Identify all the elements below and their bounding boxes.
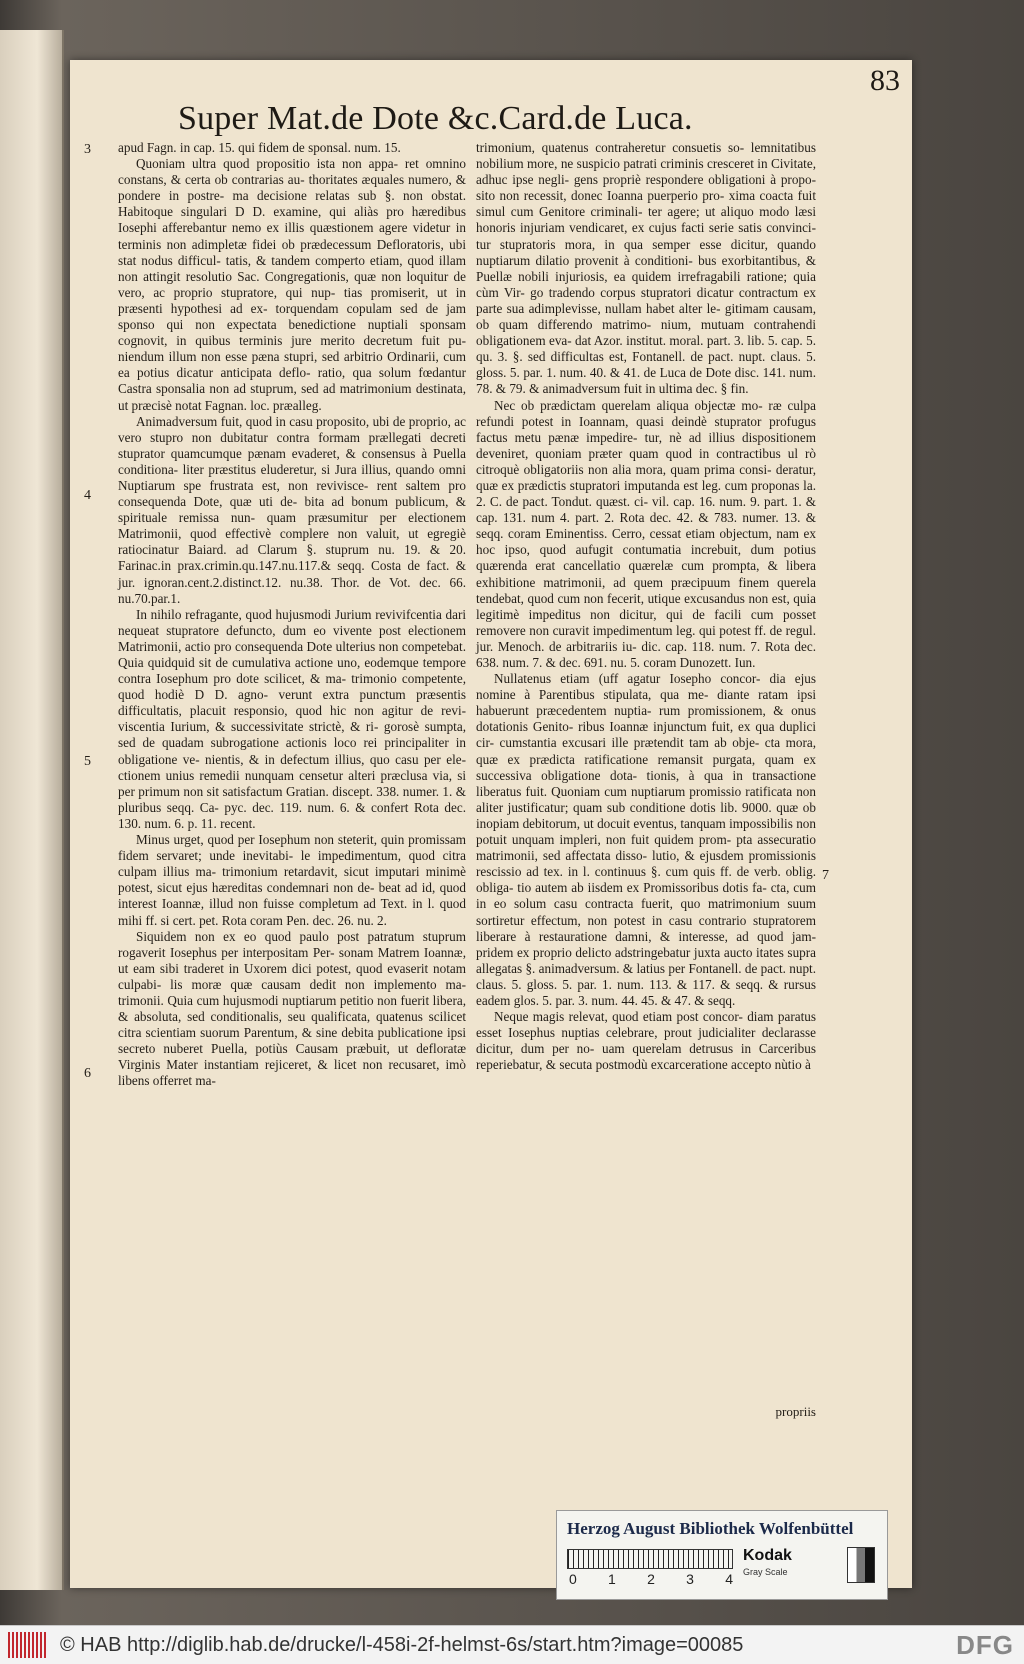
scale-number: 4 (725, 1571, 733, 1587)
left-column (118, 140, 466, 1090)
page-header (178, 92, 878, 136)
paragraph: Nullatenus etiam (uff agatur Iosepho concor- dia ejus nomine à Parentibus stipulata, qua me- diante ratam ipsi habuerunt præcedentem nuptia- rum promissionem, & onus dotationis Genito- ribus Ioannæ injunctum fuit, ex qua duplici cir- cumstantia excusari ille prætendit tam ab obje- cta mora, quæ ex prædicta ratificatione remansit purgata, quam ex successiva obligatione dota- tionis, à qua in transactione liberatus fuit. Quoniam cum nuptiarum promissio ratificata non aliter justificatur; quam sub conditione dotis lib. 9000. quæ ob inopiam debitorum, ut docuit eventus, tanquam impossibilis non potuit unquam impleri, non fuit quidem prom- pta assecuratio matrimonii, sed affectata disso- lutio, & ejusdem promissionis rescissio ad tex. in l. continuus §. cum quis ff. de verb. oblig. obliga- tio autem ab iisdem ex Promissoribus dotis fa- cta, cum in eo solum casu contracta fuerit, quo matrimonium suum sortiretur effectum, non potest in casu contrario stupratorem liberare à restauratione damni, & interesse, ad quod jam- pridem ex proprio delicto adstringebatur juxta aucto itates supra allegatas §. animadversum. & latius per Fontanell. de pact. nupt. claus. 5. gloss. 5. par. 1. num. 113. & 117. & seqq. & rursus eadem glos. 5. par. 3. num. 44. 45. & 47. & seqq. (476, 671, 816, 1008)
right-column (476, 140, 816, 1073)
catchword: propriis (775, 1404, 816, 1419)
running-title: Super Mat.de Dote &c.Card.de Luca. (178, 100, 693, 137)
margin-number: 4 (84, 488, 91, 503)
gray-scale-patch (847, 1547, 875, 1583)
book-page (70, 60, 912, 1588)
scale-number: 0 (569, 1571, 577, 1587)
viewer-footer (0, 1625, 1024, 1664)
dfg-logo: DFG (956, 1630, 1014, 1660)
previous-page-edge (0, 30, 64, 1590)
hab-logo-icon (8, 1632, 48, 1658)
paragraph: Quoniam ultra quod propositio ista non appa- ret omnino constans, & certa ob contrarias au- thoritates æquales numero, & pondere in postre- ma decisione relatas sub §. non obstat. Habitoque singulari D D. examine, qui aliàs pro hæredibus Iosephi afferebantur nemo ex illis quæstionem agere videtur in terminis non adimpletæ fidei ob prædecessum Defloratoris, ubi stat nodus difficul- tatis, & tandem comperto etiam, quod illam non attingit resolutio Sac. Congregationis, quæ non loquitur de vero, ac proprio stupratore, qui nup- tias promiserit, ut in præsenti hypothesi ad ex- torquendam copulam sed de jam sponso qui non expectata benedictione nuptiali sponsam cognovit, in quibus terminis jure merito decretum fuit pu- niendum illum non esse pæna stupri, sed arbitrio Ordinarii, cum ea potius dicatur anticipata deflo- ratio, qua solum fœdantur Castra sponsalia non ad stuprum, sed ad matrimonium destinata, ut præcisè notat Fagnan. loc. præalleg. (118, 156, 466, 413)
scale-number: 1 (608, 1571, 616, 1587)
paragraph: Neque magis relevat, quod etiam post concor- diam paratus esset Iosephus nuptias celebrare, prout judicialiter declarasse dicitur, dum per no- uam querelam detrusus in Carceribus reperiebatur, & secuta postmodù excarceratione accepto nùtio à (476, 1009, 816, 1073)
paragraph: Minus urget, quod per Iosephum non steterit, quin promissam fidem servaret; unde inevitabi- le impedimentum, quod citra culpam illius ma- trimonium retardavit, sicut imputari minimè potest, sicut ejus hæreditas condemnari non de- beat ad id, quod interest Ioannæ, illud non fuisse completum ad Text. in l. quod mihi ff. si cert. pet. Rota coram Pen. dec. 26. nu. 2. (118, 832, 466, 928)
margin-number: 6 (84, 1066, 91, 1081)
paragraph: apud Fagn. in cap. 15. qui fidem de sponsal. num. 15. (118, 140, 401, 155)
scale-number: 2 (647, 1571, 655, 1587)
paragraph: In nihilo refragante, quod hujusmodi Jurium revivifcentia dari nequeat stupratore defuncto, dum eo vivente post electionem Matrimonii, actio pro consequenda Dote ulterius non competebat. Quia quidquid sit de cumulativa actione uno, eodemque tempore contra Iosephum pro dote scilicet, & ma- trimonio competente, quod hodiè D D. agno- verunt extra punctum præsentis difficultatis, placuit responsio, quod hic non agitur de revi- viscentia Iurium, & successivitate strictè, & ri- gorosè sumpta, sed de quadam subrogatione actionis loco rei principaliter in obligatione ve- nientis, & in defectum illius, quo casu per ele- ctionem unius remedii nunquam censetur alteri præclusa via, si per primum non sit satisfactum Gratian. discept. 338. numer. 1. & pluribus seqq. Ca- pyc. dec. 119. num. 6. & confert Rota dec. 130. num. 6. p. 11. recent. (118, 606, 466, 831)
margin-number: 3 (84, 142, 91, 157)
paragraph: Nec ob prædictam querelam aliqua objectæ mo- ræ culpa refundi potest in Ioannam, quasi deindè stuprator profugus factus metu pænæ impedire- tur, nè ad illius dispositionem deveniret, quoniam præter quam quod in contractibus ul rò citroquè obligatoriis non alia mora, quam prima consi- deratur, quæ ex prædictis stupratori imputanda est leg. cum proponas la. 2. C. de pact. Tondut. quæst. ci- vil. cap. 16. num. 9. part. 1. & cap. 131. num 4. part. 2. Rota dec. 42. & 783. numer. 13. & seqq. coram Eminentiss. Cerro, cessat etiam objectum, nam ex hoc ipso, quod aufugit contumatia increbuit, dum potius quærenda erat cancellatio quærelæ cum prompta, & libera exhibitione matrimonii, ad quem præcipuum finem querela tendebat, quod cum non fecerit, utique excusandus non est, quia legitimè impeditus non dicitur, qui de facili cum posset removere non curavit impedimentum leg. qui potest ff. de regul. jur. Menoch. de arbitrariis iu- dic. cap. 118. num. 7. Rota dec. 638. num. 7. & dec. 691. nu. 5. coram Dunozett. Iun. (476, 397, 816, 670)
paragraph: Animadversum fuit, quod in casu proposito, ubi de proprio, ac vero stupro non dubitatur contra formam prællegati decreti stuprator quamcumque pænam evaderet, & consensus à Puella conditiona- liter præstitus eluderetur, si Jura illius, quando omni Nuptiarum spe frustrata est, non revivisce- rent saltem pro consequenda Dote, quæ uti de- bita ad bonum publicum, & spirituale remissa nun- quam præsumitur per electionem Matrimonii, quod effectivè complere non valuit, ut egregiè ratiocinatur Baiard. ad Clarum §. stuprum nu. 19. & 20. Farinac.in prax.crimin.qu.147.nu.117.& seqq. Costa de fact. & jur. ignoran.cent.2.distinct.12. nu.38. Thor. de Vot. dec. 66. nu.70.par.1. (118, 413, 466, 606)
measurement-scale (567, 1549, 733, 1569)
margin-number: 5 (84, 754, 91, 769)
color-calibration-card (556, 1510, 888, 1600)
scale-number: 3 (686, 1571, 694, 1587)
kodak-logo: Kodak (743, 1547, 792, 1564)
paragraph: Siquidem non ex eo quod paulo post patratum stuprum rogaverit Iosephus per interpositam Per- sonam Matrem Ioannæ, ut eam sibi traderet in Uxorem dici potest, quod evaserit notam culpabi- lis moræ quæ causam dedit non implemento ma- trimonii. Quia cum hujusmodi nuptiarum petitio non fuerit libera, & absoluta, sed conditionalis, seu qualificata, quatenus scilicet citra scientiam suorum Parentum, & sine debita publicatione ipsi secreto nuberet Puella, potiùs Causam præbuit, ut defloratæ Virginis Mater instantiam rejiceret, & licet non recusaret, imò libens offerret ma- (118, 928, 466, 1089)
institution-label: Herzog August Bibliothek Wolfenbüttel (567, 1519, 854, 1538)
margin-number: 7 (822, 868, 829, 883)
image-url-link[interactable]: © HAB http://diglib.hab.de/drucke/l-458i-2f-helmst-6s/start.htm?image=00085 (60, 1633, 744, 1656)
paragraph: trimonium, quatenus contraheretur consuetis so- lemnitatibus nobilium more, ne suspicio patrati criminis cresceret in Civitate, adhuc ipse negli- gens propriè respondere obligationi à propo- sito non recessit, donec Ioanna puerperio pro- xima coacta fuit simul cum Genitore criminali- ter agere; ut aliquo modo læsi honoris injuriam vendicaret, ex cujus facti serie satis convinci- tur stupratoris mora, in qua semper esse dicitur, quando nuptiarum dilatio provenit à conditioni- bus exorbitantibus, & Puellæ nobili injuriosis, ea quidem irrefragabili ratione; quia cùm Vir- go tradendo corpus stupratori dicatur contractum ex parte sua adimplevisse, nullam habet alter le- gitimam causam, ob quam differendo matrimo- nium, mutuam contrahendi obligationem eva- dat Azor. institut. moral. part. 3. lib. 5. cap. 5. qu. 3. §. sed difficultas est, Fontanell. de pact. nupt. claus. 5. gloss. 5. par. 1. num. 40. & 41. de Luca de Dote disc. 141. num. 78. & 79. & animadversum fuit in ultima dec. § fin. (476, 140, 816, 397)
gray-scale-caption: Gray Scale (743, 1567, 788, 1577)
scale-numbers (569, 1571, 733, 1587)
page-number: 83 (870, 64, 900, 97)
